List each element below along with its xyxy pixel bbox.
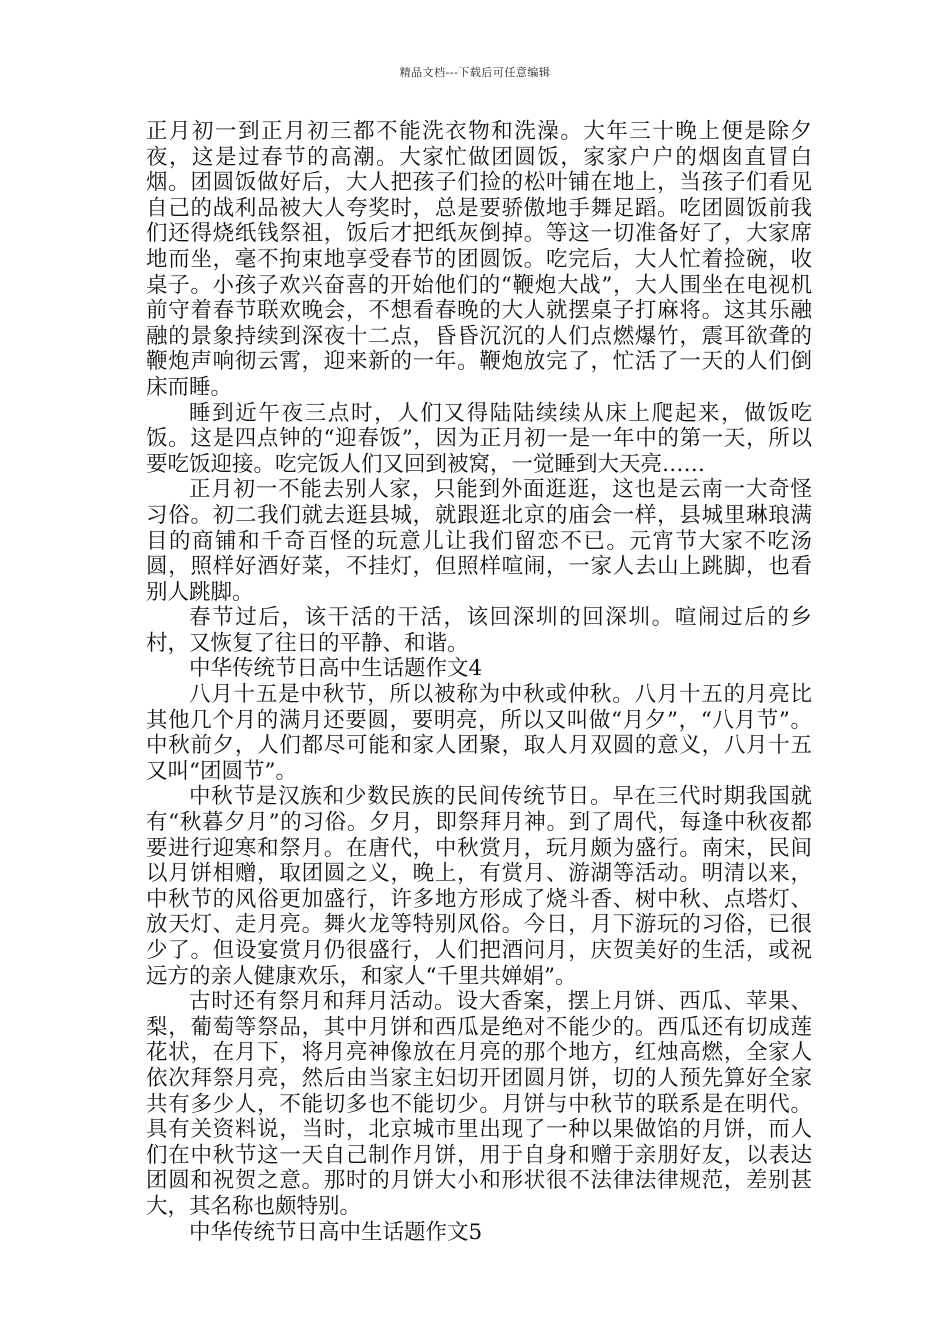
document-body [146,119,812,1245]
section-title: 中华传统节日高中生话题作文4 [189,656,483,682]
paragraph: 正月初一不能去别人家，只能到外面逛逛，这也是云南一大奇怪习俗。初二我们就去逛县城，就跟逛北京的庙会一样，县城里琳琅满目的商铺和千奇百怪的玩意儿让我们留恋不已。元宵节大家不吃汤圆，照样好酒好菜，不挂灯，但照样喧闹，一家人去山上跳脚，也看别人跳脚。 [146,477,812,605]
paragraph: 中秋节是汉族和少数民族的民间传统节日。早在三代时期我国就有“秋暮夕月”的习俗。夕月，即祭拜月神。到了周代，每逢中秋夜都要进行迎寒和祭月。在唐代，中秋赏月，玩月颇为盛行。南宋，民间以月饼相赠，取团圆之义，晚上，有赏月、游湖等活动。明清以来，中秋节的风俗更加盛行，许多地方形成了烧斗香、树中秋、点塔灯、放天灯、走月亮。舞火龙等特别风俗。今日，月下游玩的习俗，已很少了。但设宴赏月仍很盛行，人们把酒问月，庆贺美好的生活，或祝远方的亲人健康欢乐，和家人“千里共婵娟”。 [146,784,812,989]
paragraph: 八月十五是中秋节，所以被称为中秋或仲秋。八月十五的月亮比其他几个月的满月还要圆，要明亮，所以又叫做“月夕”，“八月节”。中秋前夕，人们都尽可能和家人团聚，取人月双圆的意义，八月十五又叫“团圆节”。 [146,682,812,784]
paragraph: 睡到近午夜三点时，人们又得陆陆续续从床上爬起来，做饭吃饭。这是四点钟的“迎春饭”，因为正月初一是一年中的第一天，所以要吃饭迎接。吃完饭人们又回到被窝，一觉睡到大天亮…… [146,400,812,477]
paragraph: 古时还有祭月和拜月活动。设大香案，摆上月饼、西瓜、苹果、梨，葡萄等祭品，其中月饼和西瓜是绝对不能少的。西瓜还有切成莲花状，在月下，将月亮神像放在月亮的那个地方，红烛高燃，全家人依次拜祭月亮，然后由当家主妇切开团圆月饼，切的人预先算好全家共有多少人，不能切多也不能切少。月饼与中秋节的联系是在明代。具有关资料说，当时，北京城市里出现了一种以果做馅的月饼，而人们在中秋节这一天自己制作月饼，用于自身和赠于亲朋好友，以表达团圆和祝贺之意。那时的月饼大小和形状很不法律法律规范，差别甚大，其名称也颇特别。 [146,989,812,1219]
paragraph: 正月初一到正月初三都不能洗衣物和洗澡。大年三十晚上便是除夕夜，这是过春节的高潮。大家忙做团圆饭，家家户户的烟囱直冒白烟。团圆饭做好后，大人把孩子们捡的松叶铺在地上，当孩子们看见自己的战利品被大人夸奖时，总是要骄傲地手舞足蹈。吃团圆饭前我们还得烧纸钱祭祖，饭后才把纸灰倒掉。等这一切准备好了，大家席地而坐，毫不拘束地享受春节的团圆饭。吃完后，大人忙着捡碗，收桌子。小孩子欢兴奋喜的开始他们的“鞭炮大战”，大人围坐在电视机前守着春节联欢晚会，不想看春晚的大人就摆桌子打麻将。这其乐融融的景象持续到深夜十二点，昏昏沉沉的人们点燃爆竹，震耳欲聋的鞭炮声响彻云霄，迎来新的一年。鞭炮放完了，忙活了一天的人们倒床而睡。 [146,119,812,400]
page-header: 精品文档---下载后可任意编辑 [399,66,551,79]
paragraph: 春节过后，该干活的干活，该回深圳的回深圳。喧闹过后的乡村，又恢复了往日的平静、和谐。 [146,605,812,656]
section-title: 中华传统节日高中生话题作文5 [189,1219,483,1245]
